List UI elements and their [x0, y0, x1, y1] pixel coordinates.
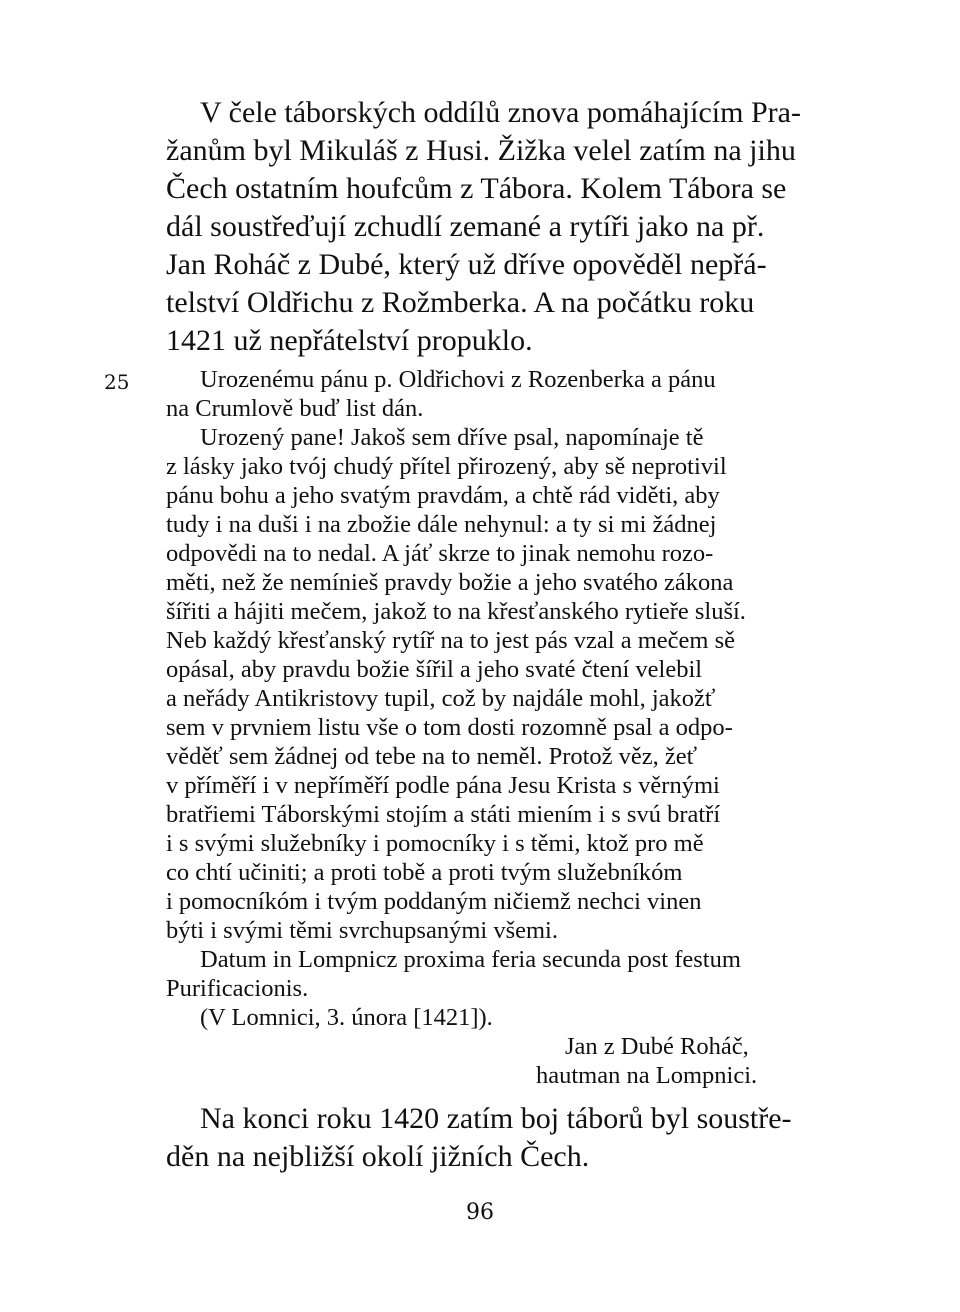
- date-line: (V Lomnici, 3. února [1421]).: [200, 1004, 493, 1031]
- text-line: co chtí učiniti; a proti tobě a proti tvým služebníkóm: [166, 859, 683, 886]
- signature-title: hautman na Lompnici.: [536, 1062, 758, 1089]
- text-line: děn na nejbližší okolí jižních Čech.: [166, 1140, 590, 1173]
- text-line: Čech ostatním houfcům z Tábora. Kolem Tábora se: [166, 172, 787, 205]
- text-line: býti i svými těmi svrchupsanými všemi.: [166, 917, 558, 944]
- text-line: Urozený pane! Jakoš sem dříve psal, napomínaje tě: [200, 424, 704, 451]
- text-line: opásal, aby pravdu božie šířil a jeho svaté čtení velebil: [166, 656, 703, 683]
- text-line: tudy i na duši i na zbožie dále nehynul: a ty si mi žádnej: [166, 511, 717, 538]
- text-line: věděť sem žádnej od tebe na to neměl. Protož věz, žeť: [166, 743, 698, 770]
- text-line: Jan Roháč z Dubé, který už dříve opověděl nepřá-: [166, 248, 767, 281]
- text-line: Neb každý křesťanský rytíř na to jest pás vzal a mečem sě: [166, 627, 736, 654]
- text-line: i pomocníkóm i tvým poddaným ničiemž nechci vinen: [166, 888, 702, 915]
- line-number-marker: 25: [104, 370, 130, 394]
- text-line: žanům byl Mikuláš z Husi. Žižka velel zatím na jihu: [166, 134, 796, 167]
- text-line: sem v prvniem listu vše o tom dosti rozomně psal a odpo-: [166, 714, 733, 741]
- text-line: na Crumlově buď list dán.: [166, 395, 424, 422]
- text-line: Purificacionis.: [166, 975, 309, 1002]
- page-number: 96: [466, 1200, 494, 1225]
- text-line: a neřády Antikristovy tupil, což by najdále mohl, jakožť: [166, 685, 716, 712]
- text-line: z lásky jako tvój chudý přítel přirozený, aby sě neprotivil: [166, 453, 727, 480]
- text-line: 1421 už nepřátelství propuklo.: [166, 324, 533, 357]
- text-line: měti, než že nemínieš pravdy božie a jeho svatého zákona: [166, 569, 734, 596]
- text-line: Na konci roku 1420 zatím boj táborů byl soustře-: [200, 1102, 792, 1135]
- text-line: v příměří i v nepříměří podle pána Jesu Krista s věrnými: [166, 772, 720, 799]
- text-line: dál soustřeďují zchudlí zemané a rytíři jako na př.: [166, 210, 765, 243]
- text-line: telství Oldřichu z Rožmberka. A na počátku roku: [166, 286, 755, 319]
- text-line: Datum in Lompnicz proxima feria secunda post festum: [200, 946, 741, 973]
- text-line: i s svými služebníky i pomocníky i s těmi, ktož pro mě: [166, 830, 704, 857]
- text-line: bratřiemi Táborskými stojím a státi miením i s svú bratří: [166, 801, 721, 828]
- text-line: Urozenému pánu p. Oldřichovi z Rozenberka a pánu: [200, 366, 716, 393]
- text-line: V čele táborských oddílů znova pomáhajícím Pra-: [200, 96, 801, 129]
- text-line: šířiti a hájiti mečem, jakož to na křesťanského rytieře sluší.: [166, 598, 746, 625]
- signature-name: Jan z Dubé Roháč,: [565, 1033, 749, 1060]
- text-line: odpovědi na to nedal. A jáť skrze to jinak nemohu rozo-: [166, 540, 714, 567]
- text-line: pánu bohu a jeho svatým pravdám, a chtě rád viděti, aby: [166, 482, 720, 509]
